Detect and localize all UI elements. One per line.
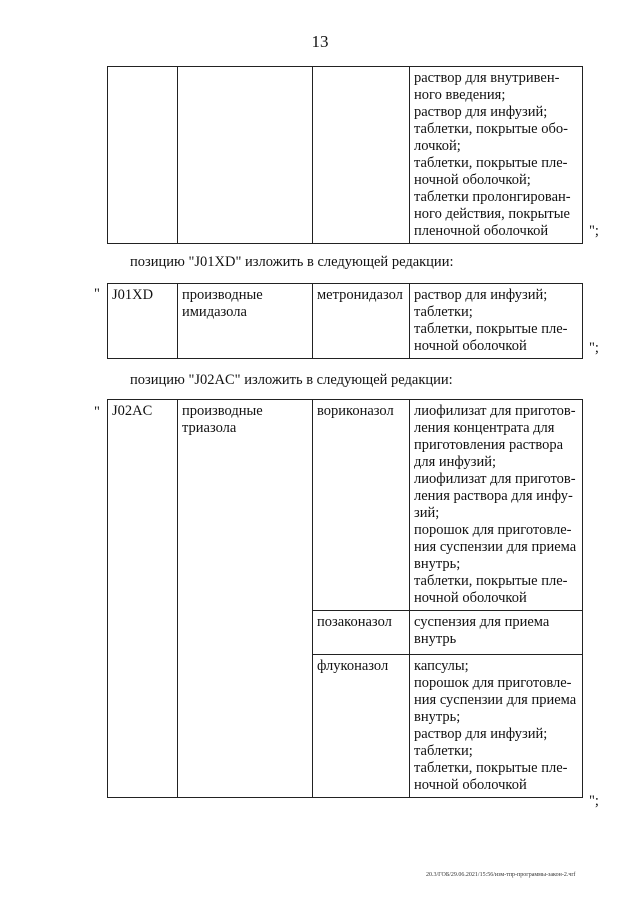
dosage-cell <box>410 611 583 655</box>
closing-quote: "; <box>589 793 599 809</box>
dosage-line: ния суспензии для приема <box>414 692 577 708</box>
dosage-cell <box>410 67 583 244</box>
dosage-line: лиофилизат для приготов- <box>414 403 576 419</box>
dosage-line: ночной оболочкой <box>414 590 527 606</box>
dosage-line: таблетки, покрытые пле- <box>414 321 568 337</box>
dosage-line: ния суспензии для приема <box>414 539 577 555</box>
dosage-line: раствор для внутривен- <box>414 70 560 86</box>
dosage-line: порошок для приготовле- <box>414 675 572 691</box>
drug-cell: флуконазол <box>313 655 410 798</box>
table-row <box>108 67 583 244</box>
dosage-line: таблетки, покрытые пле- <box>414 155 568 171</box>
dosage-line: внутрь; <box>414 556 461 572</box>
table-j01xd <box>107 283 583 359</box>
dosage-cell <box>410 655 583 798</box>
dosage-line: внутрь; <box>414 709 461 725</box>
table-continuation <box>107 66 583 244</box>
edit-instruction: позицию "J01XD" изложить в следующей редакции: <box>130 254 454 270</box>
drug-cell: вориконазол <box>313 400 410 611</box>
dosage-line: лиофилизат для приготов- <box>414 471 576 487</box>
opening-quote: " <box>94 286 100 302</box>
closing-quote: "; <box>589 340 599 356</box>
code-cell: J02AC <box>108 400 178 798</box>
dosage-line: таблетки; <box>414 304 473 320</box>
dosage-line: раствор для инфузий; <box>414 104 548 120</box>
dosage-cell <box>410 284 583 359</box>
dosage-line: приготовления раствора <box>414 437 564 453</box>
dosage-line: зий; <box>414 505 440 521</box>
dosage-line: таблетки; <box>414 743 473 759</box>
drug-cell: позаконазол <box>313 611 410 655</box>
dosage-line: ления раствора для инфу- <box>414 488 573 504</box>
document-footer: 20.3/ГОБ/29.06.2021/15:56/изм-тпр-программы-закон-2.чrf <box>426 872 576 878</box>
dosage-line: раствор для инфузий; <box>414 726 548 742</box>
dosage-line: раствор для инфузий; <box>414 287 548 303</box>
table-j02ac <box>107 399 583 798</box>
dosage-line: ночной оболочкой <box>414 338 527 354</box>
group-cell <box>178 67 313 244</box>
dosage-line: для инфузий; <box>414 454 496 470</box>
dosage-line: таблетки, покрытые пле- <box>414 573 568 589</box>
code-cell <box>108 67 178 244</box>
edit-instruction: позицию "J02AC" изложить в следующей редакции: <box>130 372 453 388</box>
dosage-line: порошок для приготовле- <box>414 522 572 538</box>
table-row <box>108 400 583 611</box>
page-number: 13 <box>311 32 329 51</box>
dosage-line: ного действия, покрытые <box>414 206 570 222</box>
closing-quote: "; <box>589 223 599 239</box>
dosage-line: ночной оболочкой <box>414 777 527 793</box>
dosage-line: капсулы; <box>414 658 469 674</box>
dosage-line: таблетки пролонгирован- <box>414 189 571 205</box>
table-row <box>108 284 583 359</box>
dosage-line: таблетки, покрытые обо- <box>414 121 568 137</box>
dosage-line: лочкой; <box>414 138 461 154</box>
group-cell: производные триазола <box>178 400 313 798</box>
group-cell: производные имидазола <box>178 284 313 359</box>
opening-quote: " <box>94 404 100 420</box>
dosage-line: ночной оболочкой; <box>414 172 531 188</box>
dosage-line: суспензия для приема <box>414 614 550 630</box>
dosage-line: таблетки, покрытые пле- <box>414 760 568 776</box>
dosage-line: внутрь <box>414 631 457 647</box>
dosage-line: ного введения; <box>414 87 506 103</box>
dosage-line: пленочной оболочкой <box>414 223 549 239</box>
drug-cell <box>313 67 410 244</box>
dosage-cell <box>410 400 583 611</box>
dosage-line: ления концентрата для <box>414 420 555 436</box>
code-cell: J01XD <box>108 284 178 359</box>
drug-cell: метронидазол <box>313 284 410 359</box>
